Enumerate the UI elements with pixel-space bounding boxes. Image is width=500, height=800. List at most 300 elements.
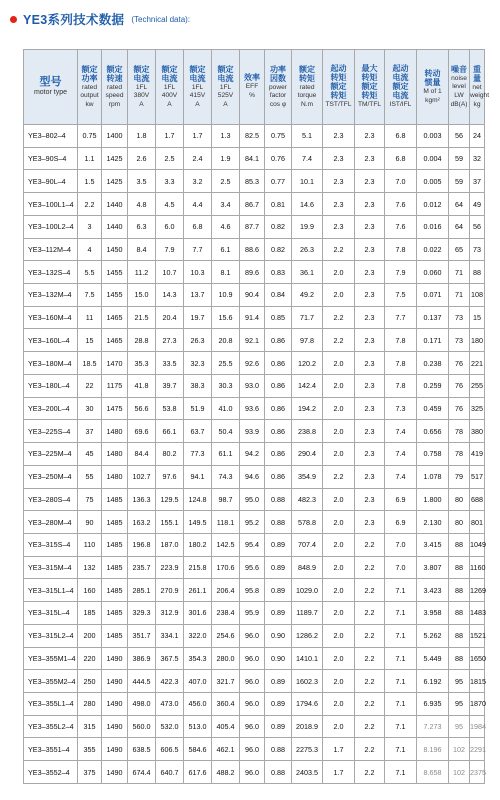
table-cell: 2.3 xyxy=(323,170,355,193)
table-row xyxy=(24,670,485,693)
table-cell: 96.0 xyxy=(240,624,265,647)
table-cell: 1602.3 xyxy=(292,670,323,693)
table-cell: 2.3 xyxy=(323,193,355,216)
table-cell: 1450 xyxy=(102,238,128,261)
table-cell: 0.238 xyxy=(417,352,449,375)
table-cell: 707.4 xyxy=(292,533,323,556)
table-cell: 180 xyxy=(470,329,485,352)
table-cell: 85.3 xyxy=(240,170,265,193)
table-cell: 2.3 xyxy=(355,284,385,307)
table-cell: 7.4 xyxy=(292,147,323,170)
table-cell: 1490 xyxy=(102,647,128,670)
table-cell: 7.0 xyxy=(385,170,417,193)
table-cell: 1425 xyxy=(102,170,128,193)
table-cell: 4 xyxy=(78,238,102,261)
model-cell: YE3–160M–4 xyxy=(24,306,78,329)
table-cell: 2.0 xyxy=(323,715,355,738)
table-cell: 2.2 xyxy=(355,715,385,738)
table-cell: 2018.9 xyxy=(292,715,323,738)
table-cell: 2.3 xyxy=(323,125,355,148)
table-cell: 96.0 xyxy=(240,761,265,784)
table-cell: 2.3 xyxy=(355,306,385,329)
table-cell: 2.3 xyxy=(355,511,385,534)
table-cell: 1.078 xyxy=(417,465,449,488)
table-cell: 2.3 xyxy=(355,397,385,420)
table-row xyxy=(24,352,485,375)
table-cell: 0.86 xyxy=(265,329,292,352)
table-cell: 1794.6 xyxy=(292,692,323,715)
table-cell: 6.192 xyxy=(417,670,449,693)
table-cell: 351.7 xyxy=(128,624,156,647)
table-cell: 95.2 xyxy=(240,511,265,534)
table-cell: 160 xyxy=(78,579,102,602)
table-cell: 2.2 xyxy=(355,647,385,670)
table-cell: 2.2 xyxy=(323,465,355,488)
table-cell: 200 xyxy=(78,624,102,647)
table-cell: 79 xyxy=(449,465,470,488)
model-cell: YE3–100L1–4 xyxy=(24,193,78,216)
table-cell: 2.0 xyxy=(323,374,355,397)
table-cell: 95 xyxy=(449,715,470,738)
table-cell: 1.1 xyxy=(78,147,102,170)
model-cell: YE3–132M–4 xyxy=(24,284,78,307)
table-cell: 0.90 xyxy=(265,647,292,670)
table-cell: 55 xyxy=(78,465,102,488)
table-cell: 94.6 xyxy=(240,465,265,488)
table-cell: 118.1 xyxy=(212,511,240,534)
table-cell: 78 xyxy=(449,443,470,466)
table-row xyxy=(24,238,485,261)
table-cell: 95.0 xyxy=(240,488,265,511)
table-cell: 5.1 xyxy=(292,125,323,148)
table-cell: 2.0 xyxy=(323,602,355,625)
table-cell: 22 xyxy=(78,374,102,397)
table-cell: 1.800 xyxy=(417,488,449,511)
column-header-zh: 型号 xyxy=(39,76,62,89)
column-header xyxy=(417,50,449,125)
table-cell: 2.3 xyxy=(355,374,385,397)
table-cell: 3.5 xyxy=(128,170,156,193)
table-cell: 2.3 xyxy=(323,147,355,170)
table-cell: 1485 xyxy=(102,579,128,602)
table-cell: 444.5 xyxy=(128,670,156,693)
table-cell: 7.8 xyxy=(385,374,417,397)
table-cell: 2.3 xyxy=(355,488,385,511)
model-cell: YE3–3551–4 xyxy=(24,738,78,761)
table-cell: 7.5 xyxy=(385,284,417,307)
table-cell: 334.1 xyxy=(156,624,184,647)
table-cell: 405.4 xyxy=(212,715,240,738)
column-header-zh: 转动 惯量 xyxy=(424,68,441,87)
table-cell: 88 xyxy=(470,261,485,284)
table-cell: 8.196 xyxy=(417,738,449,761)
table-cell: 2.0 xyxy=(323,420,355,443)
table-cell: 3.415 xyxy=(417,533,449,556)
table-cell: 462.1 xyxy=(212,738,240,761)
table-cell: 2.2 xyxy=(355,556,385,579)
column-header-en: 1FL 525V A xyxy=(217,83,234,108)
table-cell: 1470 xyxy=(102,352,128,375)
table-cell: 1480 xyxy=(102,465,128,488)
table-cell: 26.3 xyxy=(292,238,323,261)
table-cell: 380 xyxy=(470,420,485,443)
table-cell: 280.0 xyxy=(212,647,240,670)
table-cell: 513.0 xyxy=(184,715,212,738)
column-header-zh: 效率 xyxy=(244,73,260,83)
table-cell: 1490 xyxy=(102,670,128,693)
table-cell: 6.9 xyxy=(385,511,417,534)
table-cell: 7.4 xyxy=(385,465,417,488)
table-cell: 10.3 xyxy=(184,261,212,284)
table-cell: 1049 xyxy=(470,533,485,556)
table-row xyxy=(24,306,485,329)
table-cell: 38.3 xyxy=(184,374,212,397)
table-cell: 215.8 xyxy=(184,556,212,579)
table-cell: 93.6 xyxy=(240,397,265,420)
table-cell: 488.2 xyxy=(212,761,240,784)
table-cell: 15.0 xyxy=(128,284,156,307)
column-header-zh: 额定 电流 xyxy=(217,64,234,83)
model-cell: YE3–280S–4 xyxy=(24,488,78,511)
table-cell: 96.0 xyxy=(240,647,265,670)
table-cell: 56 xyxy=(449,125,470,148)
table-cell: 2403.5 xyxy=(292,761,323,784)
table-cell: 4.6 xyxy=(212,215,240,238)
table-cell: 24 xyxy=(470,125,485,148)
table-cell: 674.4 xyxy=(128,761,156,784)
table-cell: 7.4 xyxy=(385,420,417,443)
table-cell: 2.2 xyxy=(355,670,385,693)
model-cell: YE3–315L1–4 xyxy=(24,579,78,602)
table-cell: 7.7 xyxy=(385,306,417,329)
table-cell: 2.3 xyxy=(355,170,385,193)
table-cell: 270.9 xyxy=(156,579,184,602)
table-cell: 261.1 xyxy=(184,579,212,602)
table-cell: 1485 xyxy=(102,533,128,556)
column-header-en: M of 1 kgm² xyxy=(423,87,442,104)
table-cell: 63.7 xyxy=(184,420,212,443)
table-cell: 0.84 xyxy=(265,284,292,307)
table-cell: 1189.7 xyxy=(292,602,323,625)
table-cell: 848.9 xyxy=(292,556,323,579)
table-cell: 11 xyxy=(78,306,102,329)
model-cell: YE3–200L–4 xyxy=(24,397,78,420)
table-cell: 53.8 xyxy=(156,397,184,420)
table-cell: 1475 xyxy=(102,397,128,420)
column-header-zh: 起动 转矩 额定 转矩 xyxy=(330,64,347,101)
table-cell: 25.5 xyxy=(212,352,240,375)
table-cell: 7.9 xyxy=(156,238,184,261)
table-cell: 124.8 xyxy=(184,488,212,511)
table-cell: 96.0 xyxy=(240,692,265,715)
table-cell: 33.5 xyxy=(156,352,184,375)
table-cell: 49.2 xyxy=(292,284,323,307)
table-cell: 0.88 xyxy=(265,511,292,534)
table-cell: 801 xyxy=(470,511,485,534)
table-row xyxy=(24,624,485,647)
table-cell: 2.5 xyxy=(156,147,184,170)
table-cell: 2.0 xyxy=(323,670,355,693)
table-cell: 1.9 xyxy=(212,147,240,170)
table-cell: 2.0 xyxy=(323,533,355,556)
table-cell: 2.3 xyxy=(355,193,385,216)
table-row xyxy=(24,602,485,625)
column-header xyxy=(78,50,102,125)
table-cell: 95 xyxy=(449,692,470,715)
table-cell: 0.88 xyxy=(265,488,292,511)
table-cell: 20.8 xyxy=(212,329,240,352)
table-cell: 2291 xyxy=(470,738,485,761)
table-cell: 7.9 xyxy=(385,261,417,284)
table-cell: 0.758 xyxy=(417,443,449,466)
table-cell: 129.5 xyxy=(156,488,184,511)
table-cell: 7.1 xyxy=(385,761,417,784)
table-cell: 0.88 xyxy=(265,761,292,784)
table-cell: 95.6 xyxy=(240,556,265,579)
model-cell: YE3–160L–4 xyxy=(24,329,78,352)
table-cell: 1269 xyxy=(470,579,485,602)
table-cell: 3.423 xyxy=(417,579,449,602)
table-cell: 132 xyxy=(78,556,102,579)
table-cell: 56.6 xyxy=(128,397,156,420)
model-cell: YE3–315M–4 xyxy=(24,556,78,579)
table-cell: 1480 xyxy=(102,420,128,443)
table-cell: 1490 xyxy=(102,761,128,784)
section-header xyxy=(10,6,190,32)
table-row xyxy=(24,420,485,443)
table-cell: 91.4 xyxy=(240,306,265,329)
table-cell: 19.7 xyxy=(184,306,212,329)
table-cell: 2.0 xyxy=(323,443,355,466)
table-row xyxy=(24,465,485,488)
table-cell: 0.86 xyxy=(265,420,292,443)
table-row xyxy=(24,329,485,352)
column-header-en: 1FL 400V A xyxy=(161,83,178,108)
table-cell: 1410.1 xyxy=(292,647,323,670)
table-cell: 1.7 xyxy=(323,761,355,784)
table-cell: 90 xyxy=(78,511,102,534)
model-cell: YE3–802–4 xyxy=(24,125,78,148)
table-cell: 315 xyxy=(78,715,102,738)
column-header-en: IST/IFL xyxy=(389,101,412,109)
table-cell: 1455 xyxy=(102,261,128,284)
table-cell: 108 xyxy=(470,284,485,307)
table-cell: 59 xyxy=(449,170,470,193)
table-cell: 4.5 xyxy=(156,193,184,216)
table-cell: 2.0 xyxy=(323,284,355,307)
table-cell: 2.3 xyxy=(355,238,385,261)
table-row xyxy=(24,715,485,738)
table-cell: 1425 xyxy=(102,147,128,170)
table-row xyxy=(24,761,485,784)
table-cell: 1485 xyxy=(102,624,128,647)
model-cell: YE3–90L–4 xyxy=(24,170,78,193)
table-cell: 87.7 xyxy=(240,215,265,238)
table-body xyxy=(24,125,485,784)
table-cell: 301.6 xyxy=(184,602,212,625)
table-row xyxy=(24,284,485,307)
table-cell: 3.958 xyxy=(417,602,449,625)
table-cell: 325 xyxy=(470,397,485,420)
model-cell: YE3–250M–4 xyxy=(24,465,78,488)
model-cell: YE3–3552–4 xyxy=(24,761,78,784)
table-cell: 5.5 xyxy=(78,261,102,284)
table-cell: 65 xyxy=(449,238,470,261)
model-cell: YE3–132S–4 xyxy=(24,261,78,284)
table-cell: 1.8 xyxy=(128,125,156,148)
table-cell: 0.060 xyxy=(417,261,449,284)
table-cell: 617.6 xyxy=(184,761,212,784)
table-cell: 27.3 xyxy=(156,329,184,352)
table-cell: 0.022 xyxy=(417,238,449,261)
table-row xyxy=(24,738,485,761)
table-cell: 0.005 xyxy=(417,170,449,193)
table-cell: 2.3 xyxy=(355,465,385,488)
table-cell: 2.3 xyxy=(323,215,355,238)
table-cell: 3.807 xyxy=(417,556,449,579)
table-cell: 0.82 xyxy=(265,238,292,261)
table-cell: 2.2 xyxy=(78,193,102,216)
table-cell: 88 xyxy=(449,556,470,579)
table-cell: 6.9 xyxy=(385,488,417,511)
table-cell: 0.90 xyxy=(265,624,292,647)
table-cell: 15 xyxy=(78,329,102,352)
column-header-en: rated torque N.m xyxy=(297,83,317,108)
column-header xyxy=(24,50,78,125)
table-cell: 1984 xyxy=(470,715,485,738)
table-cell: 45 xyxy=(78,443,102,466)
table-cell: 185 xyxy=(78,602,102,625)
table-cell: 0.85 xyxy=(265,306,292,329)
table-cell: 11.2 xyxy=(128,261,156,284)
table-cell: 187.0 xyxy=(156,533,184,556)
table-cell: 1.7 xyxy=(184,125,212,148)
table-cell: 102.7 xyxy=(128,465,156,488)
table-cell: 80 xyxy=(449,488,470,511)
table-cell: 0.459 xyxy=(417,397,449,420)
table-cell: 2.0 xyxy=(323,511,355,534)
table-cell: 61.1 xyxy=(212,443,240,466)
column-header-zh: 额定 电流 xyxy=(133,64,150,83)
table-cell: 8.4 xyxy=(128,238,156,261)
table-cell: 94.1 xyxy=(184,465,212,488)
table-cell: 35.3 xyxy=(128,352,156,375)
table-row xyxy=(24,147,485,170)
table-cell: 2.3 xyxy=(355,329,385,352)
table-cell: 97.6 xyxy=(156,465,184,488)
table-cell: 2275.3 xyxy=(292,738,323,761)
table-cell: 155.1 xyxy=(156,511,184,534)
table-cell: 0.656 xyxy=(417,420,449,443)
model-cell: YE3–315L–4 xyxy=(24,602,78,625)
table-cell: 2.0 xyxy=(323,261,355,284)
table-cell: 206.4 xyxy=(212,579,240,602)
table-cell: 498.0 xyxy=(128,692,156,715)
table-cell: 90.4 xyxy=(240,284,265,307)
table-cell: 10.9 xyxy=(212,284,240,307)
table-cell: 73 xyxy=(449,306,470,329)
table-cell: 2.5 xyxy=(212,170,240,193)
table-cell: 2.2 xyxy=(323,306,355,329)
table-cell: 88 xyxy=(449,533,470,556)
table-cell: 71.7 xyxy=(292,306,323,329)
column-header-zh: 起动 电流 额定 电流 xyxy=(392,64,409,101)
column-header-zh: 额定 电流 xyxy=(189,64,206,83)
table-cell: 0.75 xyxy=(265,125,292,148)
table-cell: 1490 xyxy=(102,715,128,738)
table-cell: 354.9 xyxy=(292,465,323,488)
table-cell: 0.82 xyxy=(265,215,292,238)
table-cell: 360.4 xyxy=(212,692,240,715)
table-cell: 7.3 xyxy=(385,397,417,420)
table-cell: 250 xyxy=(78,670,102,693)
table-cell: 2.0 xyxy=(323,647,355,670)
table-cell: 2.0 xyxy=(323,579,355,602)
table-cell: 220 xyxy=(78,647,102,670)
table-cell: 49 xyxy=(470,193,485,216)
table-row xyxy=(24,215,485,238)
table-cell: 0.003 xyxy=(417,125,449,148)
table-cell: 80 xyxy=(449,511,470,534)
table-cell: 10.1 xyxy=(292,170,323,193)
table-cell: 688 xyxy=(470,488,485,511)
table-cell: 606.5 xyxy=(156,738,184,761)
table-cell: 142.5 xyxy=(212,533,240,556)
table-cell: 285.1 xyxy=(128,579,156,602)
table-cell: 39.7 xyxy=(156,374,184,397)
model-cell: YE3–280M–4 xyxy=(24,511,78,534)
table-row xyxy=(24,647,485,670)
table-cell: 1483 xyxy=(470,602,485,625)
table-cell: 76 xyxy=(449,374,470,397)
column-header-zh: 额定 转速 xyxy=(106,64,123,83)
table-cell: 0.89 xyxy=(265,692,292,715)
table-cell: 640.7 xyxy=(156,761,184,784)
table-cell: 76 xyxy=(449,397,470,420)
table-cell: 0.89 xyxy=(265,715,292,738)
table-cell: 94.2 xyxy=(240,443,265,466)
table-cell: 2.3 xyxy=(355,443,385,466)
table-cell: 3.2 xyxy=(184,170,212,193)
table-cell: 1815 xyxy=(470,670,485,693)
table-cell: 95 xyxy=(449,670,470,693)
table-cell: 170.6 xyxy=(212,556,240,579)
table-cell: 2.2 xyxy=(355,738,385,761)
table-cell: 71 xyxy=(449,261,470,284)
table-cell: 1870 xyxy=(470,692,485,715)
table-cell: 0.86 xyxy=(265,352,292,375)
table-cell: 2.3 xyxy=(355,352,385,375)
table-cell: 7.1 xyxy=(385,602,417,625)
table-cell: 13.7 xyxy=(184,284,212,307)
column-header xyxy=(265,50,292,125)
table-cell: 8.1 xyxy=(212,261,240,284)
table-cell: 36.1 xyxy=(292,261,323,284)
table-cell: 2.2 xyxy=(323,238,355,261)
table-cell: 355 xyxy=(78,738,102,761)
column-header-zh: 重量 xyxy=(473,64,481,83)
table-cell: 37 xyxy=(78,420,102,443)
table-cell: 32 xyxy=(470,147,485,170)
table-cell: 2.3 xyxy=(355,147,385,170)
table-header-row xyxy=(24,50,485,125)
table-cell: 15.6 xyxy=(212,306,240,329)
table-cell: 3 xyxy=(78,215,102,238)
table-cell: 0.89 xyxy=(265,579,292,602)
table-cell: 41.0 xyxy=(212,397,240,420)
model-cell: YE3–355M2–4 xyxy=(24,670,78,693)
table-cell: 41.8 xyxy=(128,374,156,397)
